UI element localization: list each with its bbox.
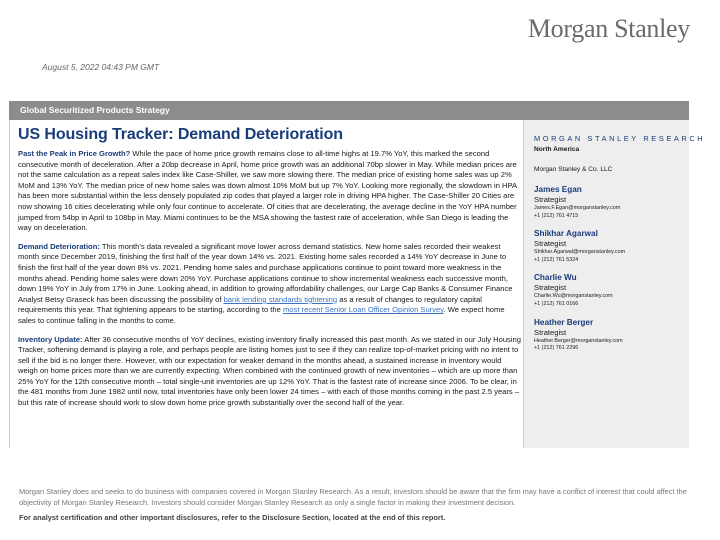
analyst-name: Charlie Wu bbox=[534, 273, 577, 283]
analyst-phone: +1 (212) 761 4715 bbox=[534, 212, 579, 219]
certification-note: For analyst certification and other important disclosures, refer to the Disclosure Section, located at the end of this report. bbox=[19, 513, 446, 522]
paragraph-price-growth bbox=[18, 149, 523, 234]
analyst-phone: +1 (212) 761 5324 bbox=[534, 256, 579, 263]
paragraph-text-demand-c: . We expect home sales to continue falling in the months to come. bbox=[18, 305, 505, 325]
paragraph-text-inventory: After 36 consecutive months of YoY declines, existing inventory finally increased this past month. As we stated in our July Housing Tracker, softening demand is playing a role, and perhaps people are listing homes just to see if they can realize top-of-market pricing with no intent to sell if the bid is no longer there. However, with our expectation for weaker demand in the months ahead, a sustained increase in inventory would weigh on home prices more than we are currently expecting. When combined with the continued growth of new inventories – which are up more than 25% YoY for the 12th consecutive month – total single-unit inventories are up 12% YoY. That is the fastest rate of increase since 2006. To be clear, in the 481 months from June 1982 until now, total inventories have only been lower 24 times – with each of those months coming in the past 2.5 years – but this rate of increase should work to slow down home price growth substantially over the second half of the year. bbox=[18, 334, 521, 408]
analyst-name: Shikhar Agarwal bbox=[534, 229, 598, 239]
section-banner: Global Securitized Products Strategy bbox=[9, 101, 689, 120]
analyst-card bbox=[534, 185, 689, 220]
analyst-role: Strategist bbox=[534, 239, 567, 249]
analyst-card bbox=[534, 318, 689, 353]
analyst-email[interactable]: Heather.Berger@morganstanley.com bbox=[534, 337, 623, 344]
analyst-phone: +1 (212) 761 0166 bbox=[534, 300, 579, 307]
analyst-email[interactable]: James.F.Egan@morganstanley.com bbox=[534, 205, 621, 211]
conflict-disclaimer: Morgan Stanley does and seeks to do business with companies covered in Morgan Stanley Research. As a result, investors should be aware that the firm may have a conflict of interest that could affect the objectivity of Morgan Stanley Research. Investors should consider Morgan Stanley Research as only a single factor in making their investment decision. bbox=[19, 487, 687, 507]
analyst-phone: +1 (212) 761 2296 bbox=[534, 345, 579, 352]
link-bank-lending-standards[interactable]: bank lending standards tightening bbox=[223, 294, 338, 304]
paragraph-text-demand-a: This month's data revealed a significant move lower across demand statistics. New home sales recorded their weakest month since December 2019, finishing the first half of the year down 14% vs. 2021. Existing home sales recorded a 14% YoY decrease in June to finish the first half of the year down 8% vs. 2021. Pending home sales and purchase applications continue to point toward more weakness in the months ahead. Pending home sales were down 20% YoY. Purchase applications continue to show incremental weakness each successive month, down 19% YoY in July from 17% in June. Looking ahead, in addition to growing affordability challenges, our Large Cap Banks & Consumer Finance Analyst Betsy Graseck has been discussing the possibility of bbox=[18, 241, 513, 304]
paragraph-lead-inventory: Inventory Update: bbox=[18, 334, 83, 344]
analyst-email[interactable]: Charlie.Wu@morganstanley.com bbox=[534, 293, 613, 300]
paragraph-lead-price-growth: Past the Peak in Price Growth? bbox=[18, 149, 131, 158]
analyst-card bbox=[534, 229, 689, 264]
analyst-role: Strategist bbox=[534, 327, 567, 337]
paragraph-inventory bbox=[18, 335, 523, 409]
paragraph-text-demand-b: as a result of changes to regulatory capital requirements this year. That tightening appears to be starting, according to the bbox=[18, 294, 482, 315]
report-title: US Housing Tracker: Demand Deterioration bbox=[18, 126, 343, 143]
sidebar-region: North America bbox=[534, 146, 580, 153]
sidebar-entity: Morgan Stanley & Co. LLC bbox=[534, 166, 613, 173]
publish-datestamp: August 5, 2022 04:43 PM GMT bbox=[42, 62, 160, 72]
sidebar-title: MORGAN STANLEY RESEARCH bbox=[534, 134, 706, 143]
paragraph-demand bbox=[18, 242, 523, 327]
report-body bbox=[9, 120, 523, 448]
analyst-role: Strategist bbox=[534, 195, 567, 204]
analyst-card bbox=[534, 273, 689, 308]
paragraph-lead-demand: Demand Deterioration: bbox=[18, 241, 100, 251]
paragraph-text-price-growth: While the pace of home price growth remains close to all-time highs at 19.7% YoY, this marked the second consecutive month of deceleration. After a 20bp decrease in April, home price growth was an additional 70bp slower in May. While median prices are not the same calculation as a repeat sales index like Case-Shiller, we saw more slowing there. The median price of existing home sales was up 2% MoM and 13% YoY. The median price of new home sales was down almost 10% MoM but up 7% YoY. Looking more regionally, the slowdown in HPA has been more substantial within the less densely populated zip codes that played a larger role in driving HPA higher. The Case-Shiller 20 Cities are now showing 16 cities decelerating while only four continue to accelerate. Of cities that are decelerating, the average decline in the YoY HPA number jumped from 54bp in April to 108bp in May. Miami continues to be the MSA showing the fastest rate of acceleration, while San Diego is leading the way on deceleration. bbox=[18, 149, 517, 233]
analyst-name: Heather Berger bbox=[534, 317, 594, 327]
analyst-role: Strategist bbox=[534, 283, 567, 293]
morgan-stanley-logo: Morgan Stanley bbox=[527, 14, 690, 43]
link-senior-loan-officer-survey[interactable]: most recent Senior Loan Officer Opinion Survey bbox=[282, 305, 444, 315]
analyst-email[interactable]: Shikhar.Agarwal@morganstanley.com bbox=[534, 249, 626, 256]
research-sidebar bbox=[523, 120, 706, 448]
analyst-name: James Egan bbox=[534, 185, 582, 194]
